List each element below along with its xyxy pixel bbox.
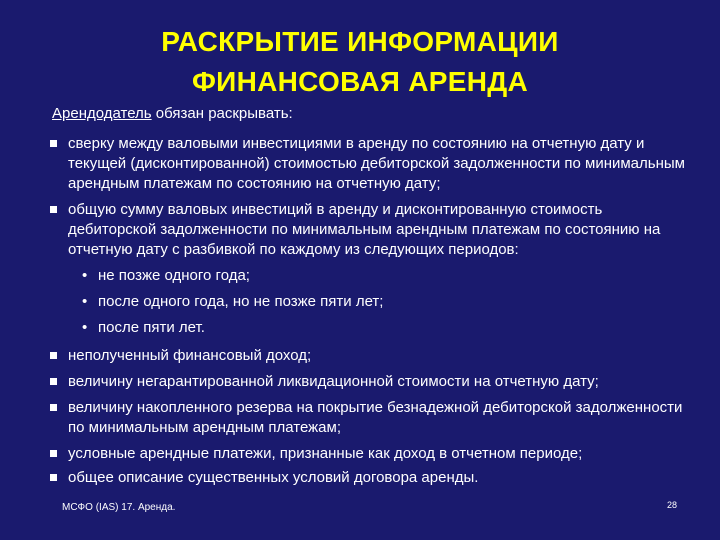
intro-subject: Арендодатель <box>52 105 152 122</box>
title-line-1: РАСКРЫТИЕ ИНФОРМАЦИИ <box>161 26 559 57</box>
square-bullet-icon <box>50 352 57 359</box>
sub-list-item <box>82 266 682 286</box>
square-bullet-icon <box>50 450 57 457</box>
page-number: 28 <box>667 500 678 510</box>
list-item-text: величину негарантированной ликвидационной стоимости на отчетную дату; <box>68 373 599 390</box>
list-item <box>50 372 690 392</box>
sub-list-item-text: после пяти лет. <box>98 319 205 336</box>
dot-bullet-icon: • <box>82 293 88 310</box>
dot-bullet-icon: • <box>82 267 88 284</box>
sub-list-item-text: после одного года, но не позже пяти лет; <box>98 293 384 310</box>
list-item-text: неполученный финансовый доход; <box>68 347 312 364</box>
list-item-text: общую сумму валовых инвестиций в аренду и дисконтированную стоимость дебиторской задолженности по минимальным арендным платежам по состоянию на отчетную дату с разбивкой по каждому из следующих периодов: <box>68 201 661 258</box>
intro-line <box>52 104 293 124</box>
list-item-text: общее описание существенных условий договора аренды. <box>68 469 479 486</box>
slide-title <box>0 22 720 102</box>
list-item-text: условные арендные платежи, признанные как доход в отчетном периоде; <box>68 445 583 462</box>
square-bullet-icon <box>50 378 57 385</box>
list-item <box>50 134 690 194</box>
list-item <box>50 444 690 464</box>
list-item-text: сверку между валовыми инвестициями в аренду по состоянию на отчетную дату и текущей (дисконтированной) стоимостью дебиторской задолженности по минимальным арендным платежам по состоянию на отчетную дату; <box>68 135 685 192</box>
intro-rest: обязан раскрывать: <box>151 105 293 122</box>
sub-list-item <box>82 292 682 312</box>
dot-bullet-icon: • <box>82 319 88 336</box>
square-bullet-icon <box>50 140 57 147</box>
square-bullet-icon <box>50 206 57 213</box>
list-item <box>50 200 690 260</box>
list-item <box>50 468 690 488</box>
sub-list-item-text: не позже одного года; <box>98 267 250 284</box>
sub-list-item <box>82 318 682 338</box>
footer-source: МСФО (IAS) 17. Аренда. <box>62 502 176 513</box>
list-item <box>50 346 690 366</box>
list-item-text: величину накопленного резерва на покрытие безнадежной дебиторской задолженности по минимальным арендным платежам; <box>68 399 683 436</box>
square-bullet-icon <box>50 404 57 411</box>
list-item <box>50 398 690 438</box>
title-line-2: ФИНАНСОВАЯ АРЕНДА <box>191 66 528 97</box>
square-bullet-icon <box>50 474 57 481</box>
